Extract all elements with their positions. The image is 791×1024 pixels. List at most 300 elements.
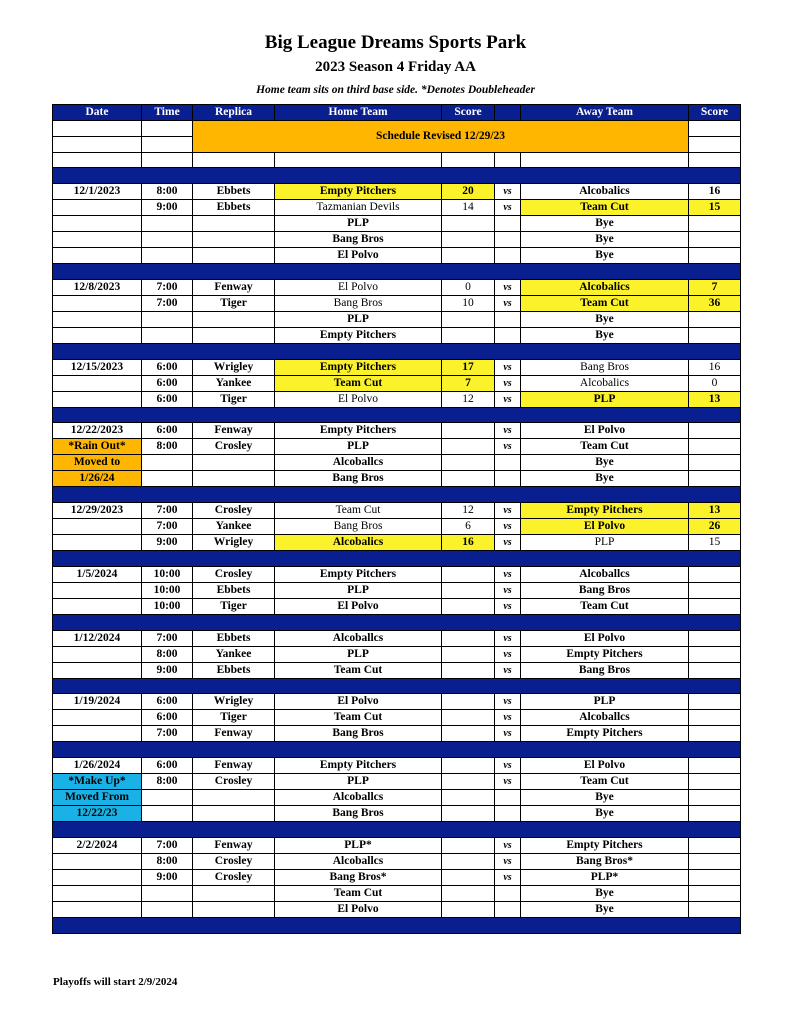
away-score-cell bbox=[689, 566, 741, 582]
time-cell: 6:00 bbox=[142, 710, 193, 726]
cell bbox=[142, 121, 193, 137]
away-team-cell: Team Cut bbox=[521, 200, 689, 216]
date-cell: 1/26/24 bbox=[53, 471, 142, 487]
replica-cell: Tiger bbox=[193, 598, 275, 614]
away-score-cell: 13 bbox=[689, 503, 741, 519]
away-score-cell bbox=[689, 869, 741, 885]
time-cell: 7:00 bbox=[142, 630, 193, 646]
away-team-cell: Bang Bros bbox=[521, 582, 689, 598]
away-team-cell: Empty Pitchers bbox=[521, 837, 689, 853]
replica-cell: Fenway bbox=[193, 279, 275, 295]
replica-cell: Yankee bbox=[193, 519, 275, 535]
date-cell bbox=[53, 582, 142, 598]
vs-cell: vs bbox=[495, 200, 521, 216]
table-row bbox=[53, 598, 741, 614]
cell bbox=[275, 152, 442, 168]
home-team-cell: El Polvo bbox=[275, 391, 442, 407]
schedule-note: Home team sits on third base side. *Denotes Doubleheader bbox=[256, 84, 535, 96]
time-cell: 9:00 bbox=[142, 535, 193, 551]
col-header-vs bbox=[495, 105, 521, 121]
vs-cell: vs bbox=[495, 726, 521, 742]
away-team-cell: Empty Pitchers bbox=[521, 726, 689, 742]
replica-cell: Crosley bbox=[193, 774, 275, 790]
away-score-cell bbox=[689, 710, 741, 726]
season-subtitle: 2023 Season 4 Friday AA bbox=[315, 59, 476, 75]
replica-cell bbox=[193, 471, 275, 487]
date-cell bbox=[53, 232, 142, 248]
replica-cell bbox=[193, 901, 275, 917]
home-team-cell: El Polvo bbox=[275, 694, 442, 710]
vs-cell: vs bbox=[495, 853, 521, 869]
table-row bbox=[53, 726, 741, 742]
away-score-cell bbox=[689, 582, 741, 598]
revised-notice: Schedule Revised 12/29/23 bbox=[193, 121, 689, 153]
vs-cell bbox=[495, 216, 521, 232]
col-header-time: Time bbox=[142, 105, 193, 121]
home-score-cell bbox=[442, 901, 495, 917]
away-team-cell: Bye bbox=[521, 327, 689, 343]
away-team-cell: Bang Bros bbox=[521, 662, 689, 678]
table-row bbox=[53, 152, 741, 168]
away-score-cell bbox=[689, 216, 741, 232]
away-score-cell bbox=[689, 790, 741, 806]
home-score-cell bbox=[442, 694, 495, 710]
week-separator bbox=[53, 487, 741, 503]
cell bbox=[193, 152, 275, 168]
away-score-cell: 13 bbox=[689, 391, 741, 407]
replica-cell bbox=[193, 790, 275, 806]
table-row bbox=[53, 216, 741, 232]
vs-cell: vs bbox=[495, 646, 521, 662]
home-score-cell: 12 bbox=[442, 391, 495, 407]
table-row bbox=[53, 869, 741, 885]
replica-cell bbox=[193, 216, 275, 232]
away-team-cell: Team Cut bbox=[521, 295, 689, 311]
away-score-cell bbox=[689, 646, 741, 662]
away-score-cell bbox=[689, 694, 741, 710]
home-score-cell bbox=[442, 726, 495, 742]
table-row bbox=[53, 519, 741, 535]
table-row bbox=[53, 359, 741, 375]
separator-bar bbox=[53, 487, 741, 503]
replica-cell: Ebbets bbox=[193, 662, 275, 678]
date-cell bbox=[53, 901, 142, 917]
table-row bbox=[53, 471, 741, 487]
date-cell bbox=[53, 853, 142, 869]
playoffs-footer: Playoffs will start 2/9/2024 bbox=[53, 976, 178, 988]
away-score-cell: 15 bbox=[689, 200, 741, 216]
time-cell: 8:00 bbox=[142, 646, 193, 662]
time-cell: 8:00 bbox=[142, 774, 193, 790]
time-cell bbox=[142, 455, 193, 471]
time-cell: 10:00 bbox=[142, 566, 193, 582]
table-row bbox=[53, 375, 741, 391]
away-team-cell: PLP* bbox=[521, 869, 689, 885]
home-team-cell: El Polvo bbox=[275, 901, 442, 917]
home-score-cell bbox=[442, 885, 495, 901]
time-cell: 9:00 bbox=[142, 869, 193, 885]
home-team-cell: Alcoballcs bbox=[275, 455, 442, 471]
home-score-cell bbox=[442, 646, 495, 662]
cell bbox=[689, 152, 741, 168]
home-team-cell: PLP bbox=[275, 311, 442, 327]
vs-cell: vs bbox=[495, 535, 521, 551]
time-cell bbox=[142, 327, 193, 343]
away-team-cell: Bye bbox=[521, 790, 689, 806]
table-row bbox=[53, 790, 741, 806]
vs-cell bbox=[495, 901, 521, 917]
away-score-cell: 16 bbox=[689, 184, 741, 200]
vs-cell bbox=[495, 885, 521, 901]
away-team-cell: Bang Bros* bbox=[521, 853, 689, 869]
away-team-cell: PLP bbox=[521, 391, 689, 407]
replica-cell bbox=[193, 311, 275, 327]
date-cell: Moved From bbox=[53, 790, 142, 806]
vs-cell bbox=[495, 471, 521, 487]
date-cell bbox=[53, 710, 142, 726]
away-team-cell: Bye bbox=[521, 455, 689, 471]
date-cell bbox=[53, 311, 142, 327]
time-cell: 9:00 bbox=[142, 200, 193, 216]
cell bbox=[53, 136, 142, 152]
home-score-cell: 7 bbox=[442, 375, 495, 391]
away-team-cell: El Polvo bbox=[521, 758, 689, 774]
time-cell: 8:00 bbox=[142, 853, 193, 869]
vs-cell: vs bbox=[495, 295, 521, 311]
week-separator bbox=[53, 407, 741, 423]
table-row bbox=[53, 582, 741, 598]
home-team-cell: Bang Bros* bbox=[275, 869, 442, 885]
replica-cell bbox=[193, 455, 275, 471]
away-score-cell bbox=[689, 901, 741, 917]
vs-cell: vs bbox=[495, 869, 521, 885]
table-row bbox=[53, 184, 741, 200]
time-cell: 6:00 bbox=[142, 375, 193, 391]
table-row bbox=[53, 327, 741, 343]
replica-cell: Wrigley bbox=[193, 359, 275, 375]
vs-cell: vs bbox=[495, 662, 521, 678]
week-separator bbox=[53, 551, 741, 567]
time-cell bbox=[142, 806, 193, 822]
vs-cell: vs bbox=[495, 710, 521, 726]
away-score-cell bbox=[689, 232, 741, 248]
table-row bbox=[53, 566, 741, 582]
away-score-cell: 0 bbox=[689, 375, 741, 391]
replica-cell: Crosley bbox=[193, 566, 275, 582]
away-team-cell: Alcobalics bbox=[521, 375, 689, 391]
time-cell bbox=[142, 232, 193, 248]
home-score-cell bbox=[442, 774, 495, 790]
cell bbox=[442, 152, 495, 168]
away-team-cell: Alcobalics bbox=[521, 279, 689, 295]
col-header-date: Date bbox=[53, 105, 142, 121]
replica-cell: Fenway bbox=[193, 423, 275, 439]
cell bbox=[521, 152, 689, 168]
replica-cell: Ebbets bbox=[193, 184, 275, 200]
home-score-cell bbox=[442, 853, 495, 869]
away-score-cell bbox=[689, 774, 741, 790]
home-score-cell bbox=[442, 630, 495, 646]
away-score-cell: 36 bbox=[689, 295, 741, 311]
replica-cell: Tiger bbox=[193, 710, 275, 726]
vs-cell: vs bbox=[495, 439, 521, 455]
home-score-cell: 14 bbox=[442, 200, 495, 216]
home-score-cell bbox=[442, 455, 495, 471]
home-team-cell: Team Cut bbox=[275, 662, 442, 678]
date-cell bbox=[53, 646, 142, 662]
away-team-cell: Team Cut bbox=[521, 439, 689, 455]
replica-cell bbox=[193, 806, 275, 822]
away-score-cell bbox=[689, 471, 741, 487]
cell bbox=[142, 152, 193, 168]
home-score-cell bbox=[442, 758, 495, 774]
separator-bar bbox=[53, 407, 741, 423]
home-team-cell: El Polvo bbox=[275, 598, 442, 614]
home-team-cell: Bang Bros bbox=[275, 295, 442, 311]
home-team-cell: Alcoballcs bbox=[275, 790, 442, 806]
table-row bbox=[53, 774, 741, 790]
date-cell bbox=[53, 726, 142, 742]
home-team-cell: PLP bbox=[275, 439, 442, 455]
away-team-cell: PLP bbox=[521, 694, 689, 710]
replica-cell bbox=[193, 232, 275, 248]
replica-cell: Wrigley bbox=[193, 694, 275, 710]
date-cell bbox=[53, 295, 142, 311]
cell bbox=[53, 121, 142, 137]
home-score-cell bbox=[442, 248, 495, 264]
date-cell bbox=[53, 200, 142, 216]
col-header-away-team: Away Team bbox=[521, 105, 689, 121]
home-score-cell bbox=[442, 232, 495, 248]
away-score-cell bbox=[689, 455, 741, 471]
separator-bar bbox=[53, 678, 741, 694]
home-team-cell: Empty Pitchers bbox=[275, 327, 442, 343]
home-team-cell: Alcobalics bbox=[275, 535, 442, 551]
date-cell bbox=[53, 535, 142, 551]
time-cell: 7:00 bbox=[142, 519, 193, 535]
vs-cell: vs bbox=[495, 774, 521, 790]
week-separator bbox=[53, 742, 741, 758]
away-team-cell: Bye bbox=[521, 901, 689, 917]
home-team-cell: PLP bbox=[275, 216, 442, 232]
away-team-cell: Bye bbox=[521, 232, 689, 248]
home-team-cell: Empty Pitchers bbox=[275, 566, 442, 582]
replica-cell: Crosley bbox=[193, 869, 275, 885]
separator-bar bbox=[53, 917, 741, 933]
week-separator bbox=[53, 917, 741, 933]
away-score-cell: 15 bbox=[689, 535, 741, 551]
date-cell bbox=[53, 248, 142, 264]
table-row bbox=[53, 295, 741, 311]
date-cell: 1/5/2024 bbox=[53, 566, 142, 582]
home-score-cell: 6 bbox=[442, 519, 495, 535]
vs-cell: vs bbox=[495, 694, 521, 710]
replica-cell: Ebbets bbox=[193, 200, 275, 216]
replica-cell bbox=[193, 248, 275, 264]
time-cell bbox=[142, 901, 193, 917]
table-row bbox=[53, 311, 741, 327]
home-score-cell: 12 bbox=[442, 503, 495, 519]
away-score-cell bbox=[689, 726, 741, 742]
home-team-cell: Alcoballcs bbox=[275, 853, 442, 869]
home-team-cell: PLP bbox=[275, 646, 442, 662]
home-score-cell bbox=[442, 837, 495, 853]
week-separator bbox=[53, 343, 741, 359]
table-row bbox=[53, 232, 741, 248]
date-cell bbox=[53, 869, 142, 885]
schedule-table bbox=[52, 104, 741, 934]
table-row bbox=[53, 662, 741, 678]
vs-cell: vs bbox=[495, 566, 521, 582]
vs-cell: vs bbox=[495, 582, 521, 598]
away-score-cell bbox=[689, 311, 741, 327]
home-score-cell bbox=[442, 216, 495, 232]
table-row bbox=[53, 853, 741, 869]
home-score-cell bbox=[442, 582, 495, 598]
replica-cell: Wrigley bbox=[193, 535, 275, 551]
replica-cell bbox=[193, 885, 275, 901]
replica-cell: Fenway bbox=[193, 726, 275, 742]
date-cell: 1/26/2024 bbox=[53, 758, 142, 774]
away-score-cell bbox=[689, 806, 741, 822]
replica-cell: Crosley bbox=[193, 439, 275, 455]
vs-cell: vs bbox=[495, 598, 521, 614]
replica-cell: Fenway bbox=[193, 758, 275, 774]
home-score-cell: 10 bbox=[442, 295, 495, 311]
time-cell: 7:00 bbox=[142, 726, 193, 742]
vs-cell: vs bbox=[495, 184, 521, 200]
vs-cell bbox=[495, 327, 521, 343]
date-cell bbox=[53, 327, 142, 343]
separator-bar bbox=[53, 822, 741, 838]
home-score-cell: 20 bbox=[442, 184, 495, 200]
vs-cell: vs bbox=[495, 423, 521, 439]
away-score-cell bbox=[689, 885, 741, 901]
away-score-cell: 7 bbox=[689, 279, 741, 295]
cell bbox=[495, 152, 521, 168]
date-cell bbox=[53, 598, 142, 614]
time-cell: 6:00 bbox=[142, 423, 193, 439]
away-team-cell: Empty Pitchers bbox=[521, 503, 689, 519]
away-score-cell bbox=[689, 662, 741, 678]
table-row bbox=[53, 455, 741, 471]
separator-bar bbox=[53, 343, 741, 359]
table-row bbox=[53, 646, 741, 662]
home-score-cell bbox=[442, 327, 495, 343]
home-team-cell: Bang Bros bbox=[275, 519, 442, 535]
header-row bbox=[53, 105, 741, 121]
table-row bbox=[53, 901, 741, 917]
date-cell: 12/8/2023 bbox=[53, 279, 142, 295]
home-team-cell: Team Cut bbox=[275, 503, 442, 519]
time-cell: 10:00 bbox=[142, 598, 193, 614]
time-cell: 7:00 bbox=[142, 295, 193, 311]
col-header-replica: Replica bbox=[193, 105, 275, 121]
time-cell: 8:00 bbox=[142, 184, 193, 200]
vs-cell: vs bbox=[495, 630, 521, 646]
vs-cell: vs bbox=[495, 359, 521, 375]
time-cell: 8:00 bbox=[142, 439, 193, 455]
time-cell: 6:00 bbox=[142, 359, 193, 375]
vs-cell bbox=[495, 311, 521, 327]
away-team-cell: PLP bbox=[521, 535, 689, 551]
home-team-cell: Empty Pitchers bbox=[275, 359, 442, 375]
separator-bar bbox=[53, 742, 741, 758]
time-cell: 10:00 bbox=[142, 582, 193, 598]
cell bbox=[142, 136, 193, 152]
home-score-cell bbox=[442, 566, 495, 582]
date-cell bbox=[53, 375, 142, 391]
date-cell: 12/29/2023 bbox=[53, 503, 142, 519]
table-row bbox=[53, 806, 741, 822]
replica-cell: Ebbets bbox=[193, 630, 275, 646]
time-cell: 6:00 bbox=[142, 758, 193, 774]
replica-cell: Fenway bbox=[193, 837, 275, 853]
away-team-cell: Bang Bros bbox=[521, 359, 689, 375]
date-cell: *Rain Out* bbox=[53, 439, 142, 455]
date-cell bbox=[53, 216, 142, 232]
col-header-home-team: Home Team bbox=[275, 105, 442, 121]
vs-cell bbox=[495, 790, 521, 806]
separator-bar bbox=[53, 264, 741, 280]
home-score-cell bbox=[442, 869, 495, 885]
home-team-cell: Bang Bros bbox=[275, 471, 442, 487]
home-team-cell: Tazmanian Devils bbox=[275, 200, 442, 216]
replica-cell: Yankee bbox=[193, 375, 275, 391]
week-separator bbox=[53, 678, 741, 694]
away-team-cell: Bye bbox=[521, 216, 689, 232]
home-team-cell: Alcoballcs bbox=[275, 630, 442, 646]
away-team-cell: Alcoballcs bbox=[521, 566, 689, 582]
away-score-cell: 26 bbox=[689, 519, 741, 535]
away-team-cell: Alcobalics bbox=[521, 184, 689, 200]
home-score-cell: 16 bbox=[442, 535, 495, 551]
away-team-cell: Bye bbox=[521, 806, 689, 822]
table-row bbox=[53, 503, 741, 519]
time-cell: 7:00 bbox=[142, 279, 193, 295]
table-row bbox=[53, 535, 741, 551]
away-score-cell bbox=[689, 837, 741, 853]
home-score-cell bbox=[442, 710, 495, 726]
away-score-cell bbox=[689, 758, 741, 774]
time-cell: 9:00 bbox=[142, 662, 193, 678]
away-team-cell: Alcoballcs bbox=[521, 710, 689, 726]
time-cell bbox=[142, 311, 193, 327]
vs-cell: vs bbox=[495, 391, 521, 407]
home-score-cell: 0 bbox=[442, 279, 495, 295]
replica-cell: Tiger bbox=[193, 295, 275, 311]
week-separator bbox=[53, 168, 741, 184]
away-score-cell bbox=[689, 853, 741, 869]
away-score-cell bbox=[689, 439, 741, 455]
week-separator bbox=[53, 822, 741, 838]
cell bbox=[689, 136, 741, 152]
separator-bar bbox=[53, 168, 741, 184]
home-team-cell: Empty Pitchers bbox=[275, 758, 442, 774]
page-title: Big League Dreams Sports Park bbox=[264, 32, 527, 53]
time-cell: 7:00 bbox=[142, 503, 193, 519]
time-cell bbox=[142, 248, 193, 264]
away-team-cell: El Polvo bbox=[521, 519, 689, 535]
date-cell bbox=[53, 885, 142, 901]
home-team-cell: Bang Bros bbox=[275, 726, 442, 742]
vs-cell: vs bbox=[495, 758, 521, 774]
away-team-cell: El Polvo bbox=[521, 630, 689, 646]
home-team-cell: Team Cut bbox=[275, 885, 442, 901]
table-row bbox=[53, 423, 741, 439]
home-team-cell: Team Cut bbox=[275, 710, 442, 726]
home-score-cell bbox=[442, 790, 495, 806]
